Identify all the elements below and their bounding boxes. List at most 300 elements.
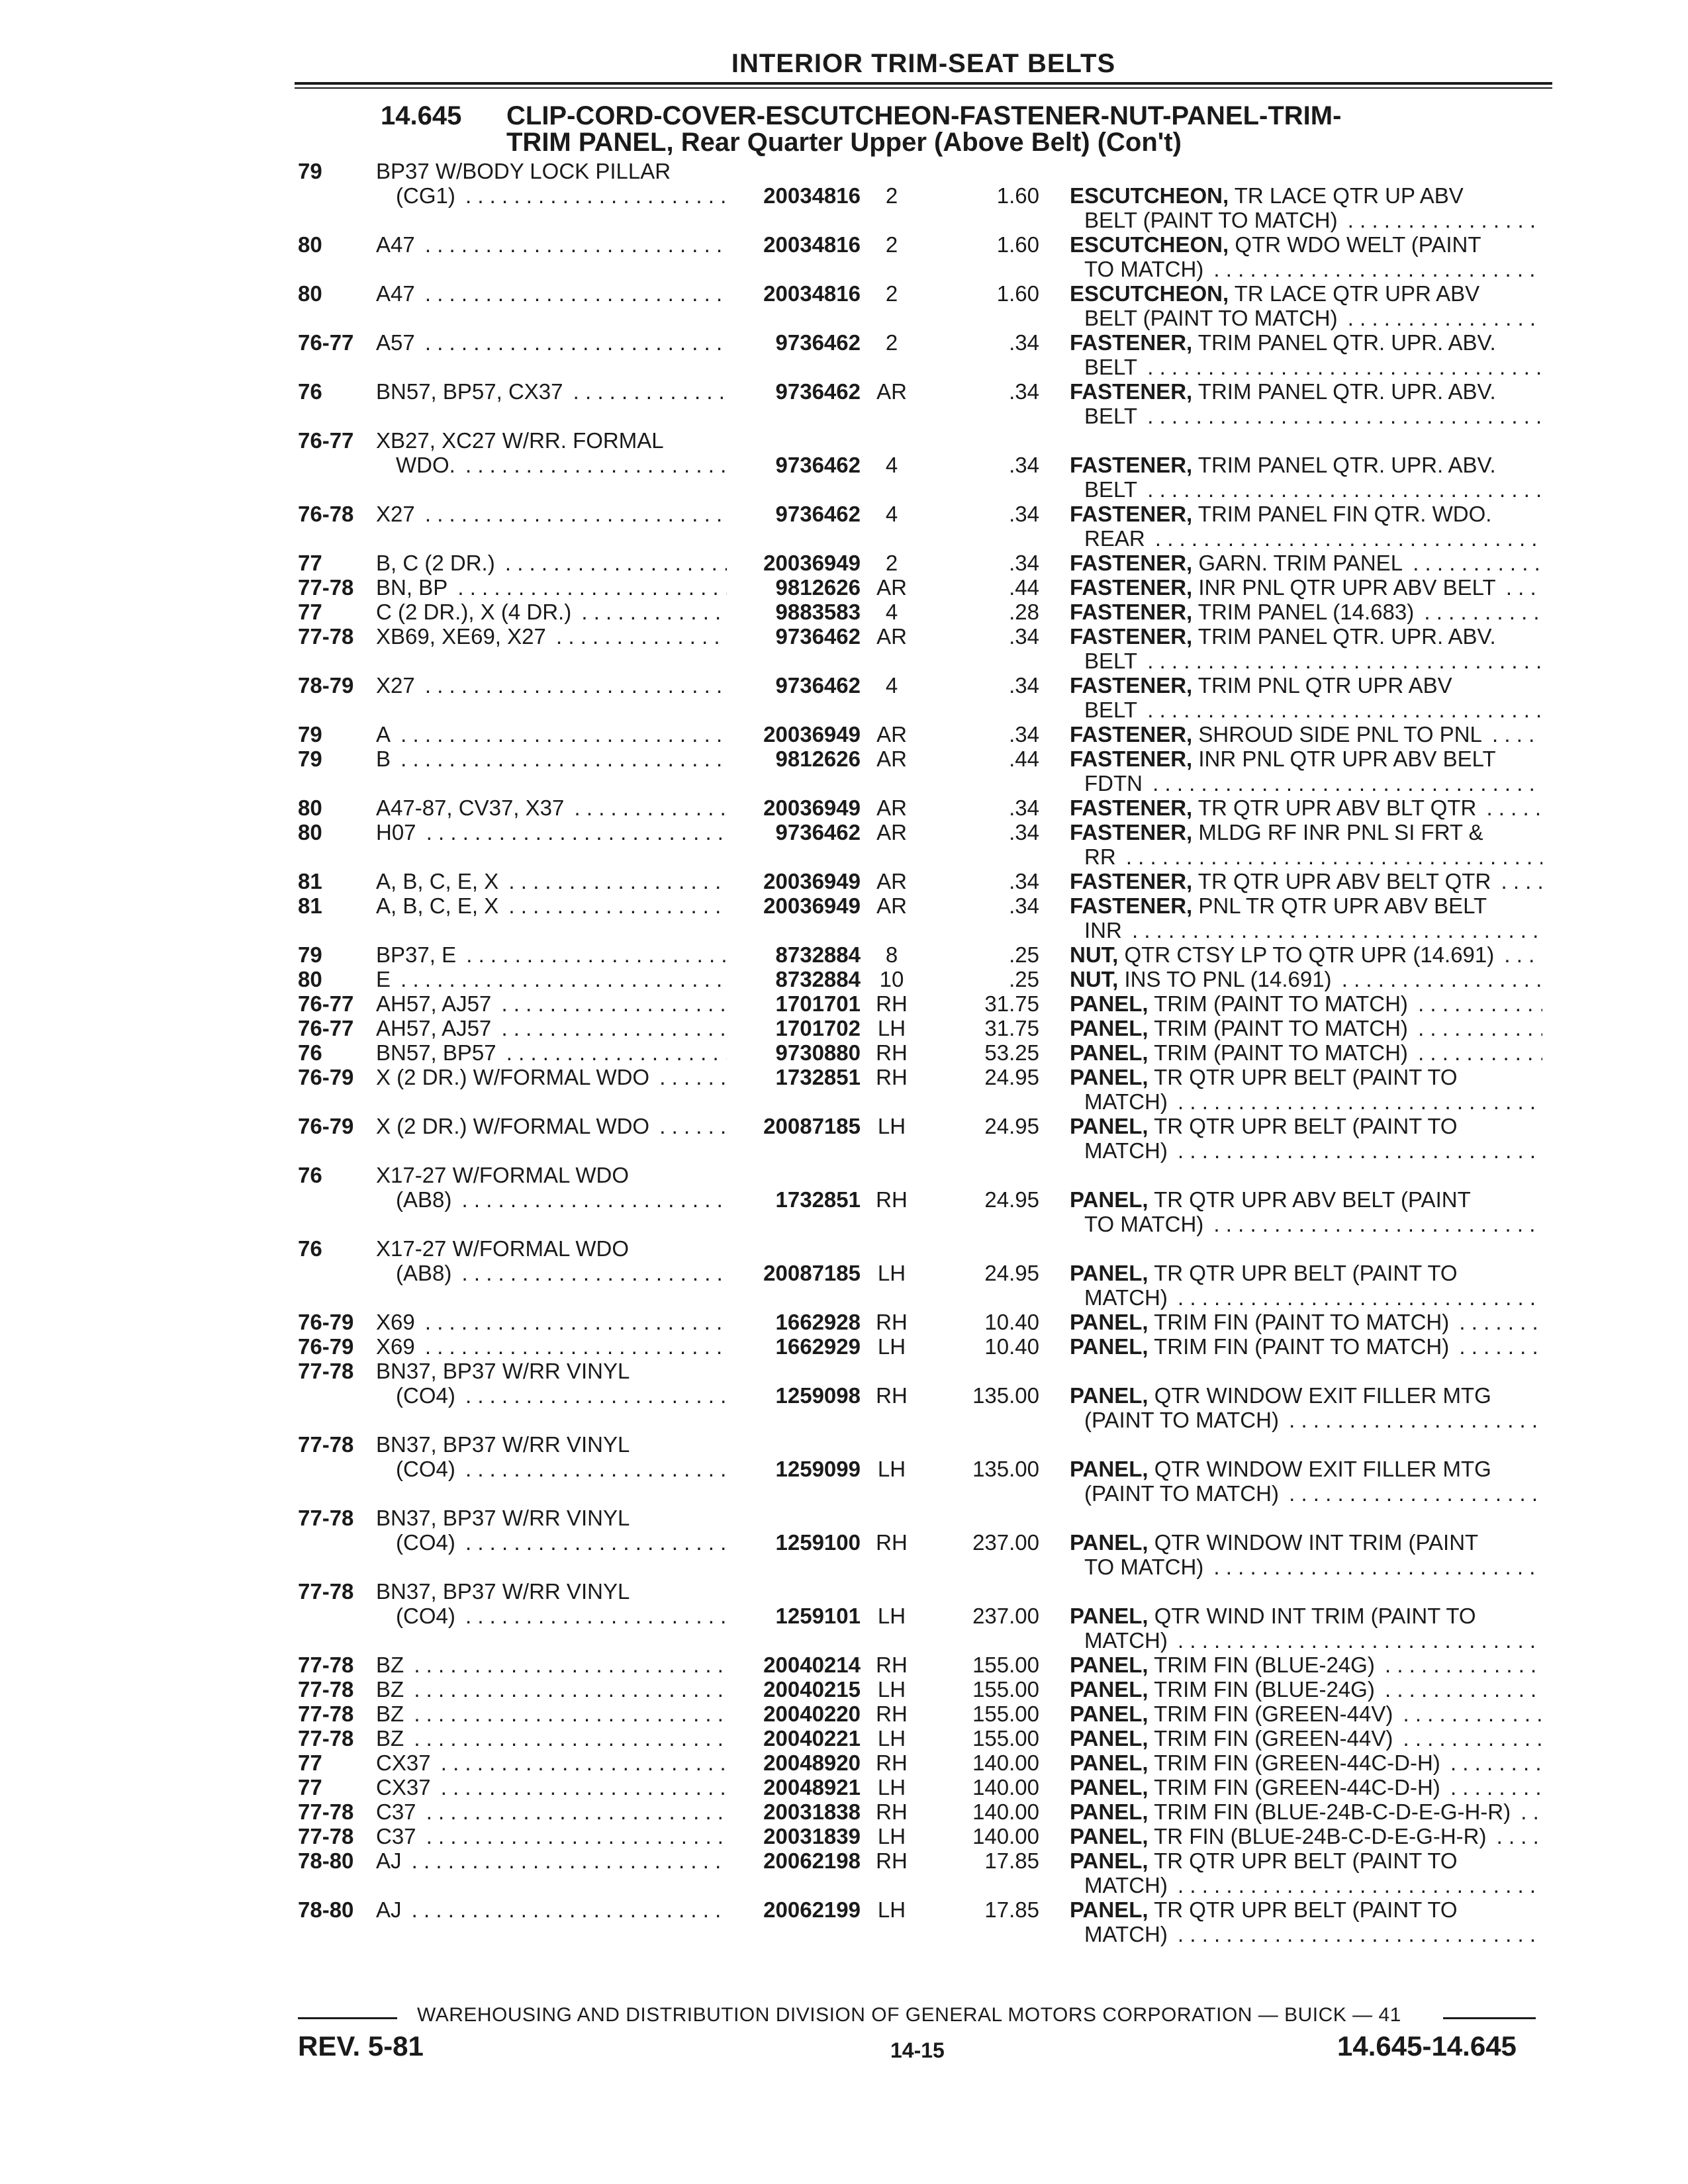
model-text: WDO. bbox=[396, 453, 459, 477]
leader-dots bbox=[1480, 796, 1542, 820]
row-part-number: 1732851 bbox=[775, 1187, 861, 1212]
description-keyword: FASTENER, bbox=[1070, 673, 1193, 698]
row-model bbox=[376, 1432, 727, 1481]
row-price: .34 bbox=[1009, 869, 1039, 893]
model-line bbox=[376, 502, 727, 526]
row-part-number: 20031838 bbox=[763, 1799, 861, 1824]
model-line bbox=[376, 1432, 727, 1457]
description-detail: TR QTR UPR BELT (PAINT TO bbox=[1154, 1848, 1458, 1873]
description-detail: TRIM (PAINT TO MATCH) bbox=[1154, 1016, 1408, 1040]
description-detail: TRIM (PAINT TO MATCH) bbox=[1154, 991, 1408, 1016]
row-part-number: 20036949 bbox=[763, 722, 861, 747]
table-row bbox=[0, 1163, 1688, 1236]
row-description bbox=[1070, 1530, 1542, 1579]
page-header-title: INTERIOR TRIM-SEAT BELTS bbox=[731, 49, 1116, 78]
description-detail: QTR WINDOW EXIT FILLER MTG bbox=[1154, 1457, 1491, 1481]
section-title-line2: TRIM PANEL, Rear Quarter Upper (Above Belt) (Con't) bbox=[506, 128, 1182, 157]
description-keyword: ESCUTCHEON, bbox=[1070, 183, 1229, 208]
table-row bbox=[0, 991, 1688, 1016]
description-line bbox=[1070, 1310, 1542, 1334]
table-row bbox=[0, 575, 1688, 600]
model-line bbox=[376, 1187, 727, 1212]
row-part-number: 20087185 bbox=[763, 1114, 861, 1138]
description-line bbox=[1070, 1114, 1542, 1138]
row-quantity: LH bbox=[877, 1604, 906, 1628]
description-text bbox=[1084, 1408, 1283, 1432]
description-keyword: PANEL, bbox=[1070, 1016, 1149, 1040]
row-quantity: 8 bbox=[885, 942, 898, 967]
model-text: A bbox=[376, 722, 395, 747]
leader-dots bbox=[459, 1530, 727, 1555]
description-keyword: PANEL, bbox=[1070, 1702, 1149, 1726]
row-price: 53.25 bbox=[984, 1040, 1039, 1065]
row-quantity: LH bbox=[877, 1897, 906, 1922]
row-description bbox=[1070, 281, 1542, 330]
model-text: C (2 DR.), X (4 DR.) bbox=[376, 600, 575, 624]
section-heading bbox=[381, 103, 1341, 156]
model-text: X17-27 W/FORMAL WDO bbox=[376, 1163, 633, 1187]
model-line bbox=[376, 1702, 727, 1726]
row-year: 78-80 bbox=[298, 1848, 354, 1873]
description-line bbox=[1070, 1089, 1542, 1114]
table-row bbox=[0, 1579, 1688, 1653]
row-part-number: 9736462 bbox=[775, 820, 861, 844]
row-year: 77-78 bbox=[298, 1799, 354, 1824]
row-price: .34 bbox=[1009, 820, 1039, 844]
row-part-number: 20036949 bbox=[763, 893, 861, 918]
description-detail: TRIM FIN (PAINT TO MATCH) bbox=[1154, 1334, 1450, 1359]
description-keyword: NUT, bbox=[1070, 942, 1119, 967]
model-line bbox=[376, 232, 727, 257]
row-model bbox=[376, 1799, 727, 1824]
row-description bbox=[1070, 232, 1542, 281]
row-part-number: 20062199 bbox=[763, 1897, 861, 1922]
description-text bbox=[1070, 281, 1483, 306]
description-keyword: FASTENER, bbox=[1070, 869, 1193, 893]
model-text: A57 bbox=[376, 330, 419, 355]
leader-dots bbox=[1397, 1702, 1542, 1726]
row-year: 76 bbox=[298, 1236, 322, 1261]
description-line bbox=[1070, 771, 1542, 796]
row-quantity: AR bbox=[876, 747, 907, 771]
leader-dots bbox=[1407, 551, 1542, 575]
description-text bbox=[1070, 183, 1468, 208]
description-keyword: FASTENER, bbox=[1070, 379, 1193, 404]
model-text: CX37 bbox=[376, 1775, 435, 1799]
row-price: 135.00 bbox=[972, 1457, 1039, 1481]
row-price: 10.40 bbox=[984, 1334, 1039, 1359]
description-line bbox=[1070, 1751, 1542, 1775]
section-title-line1: CLIP-CORD-COVER-ESCUTCHEON-FASTENER-NUT-PANEL-TRIM- bbox=[506, 101, 1342, 130]
description-text bbox=[1070, 330, 1500, 355]
description-keyword: ESCUTCHEON, bbox=[1070, 281, 1229, 306]
model-text: X69 bbox=[376, 1310, 419, 1334]
model-line bbox=[376, 624, 727, 649]
row-price: .44 bbox=[1009, 747, 1039, 771]
table-row bbox=[0, 1848, 1688, 1897]
description-text bbox=[1084, 1212, 1207, 1236]
header-rule bbox=[295, 82, 1552, 85]
description-detail: MATCH) bbox=[1084, 1285, 1168, 1310]
description-text bbox=[1084, 404, 1141, 428]
row-description bbox=[1070, 991, 1542, 1016]
table-row bbox=[0, 232, 1688, 281]
description-keyword: PANEL, bbox=[1070, 1677, 1149, 1702]
leader-dots bbox=[419, 673, 727, 698]
leader-dots bbox=[1397, 1726, 1542, 1751]
model-line bbox=[376, 1457, 727, 1481]
description-line bbox=[1070, 330, 1542, 355]
model-text: A, B, C, E, X bbox=[376, 869, 502, 893]
row-quantity: 2 bbox=[885, 330, 898, 355]
row-year: 77 bbox=[298, 551, 322, 575]
model-line bbox=[376, 1799, 727, 1824]
model-text: C37 bbox=[376, 1824, 420, 1848]
leader-dots bbox=[459, 1457, 727, 1481]
row-quantity: LH bbox=[877, 1824, 906, 1848]
row-price: .34 bbox=[1009, 551, 1039, 575]
row-description bbox=[1070, 1702, 1542, 1726]
model-text: (CO4) bbox=[396, 1383, 459, 1408]
table-row bbox=[0, 1506, 1688, 1579]
row-price: 155.00 bbox=[972, 1653, 1039, 1677]
row-description bbox=[1070, 869, 1542, 893]
row-model bbox=[376, 1702, 727, 1726]
description-line bbox=[1070, 1873, 1542, 1897]
row-part-number: 1732851 bbox=[775, 1065, 861, 1089]
table-row bbox=[0, 330, 1688, 379]
description-detail: TR QTR UPR ABV BELT (PAINT bbox=[1154, 1187, 1471, 1212]
description-detail: TO MATCH) bbox=[1084, 1212, 1204, 1236]
leader-dots bbox=[419, 1334, 727, 1359]
leader-dots bbox=[1141, 698, 1542, 722]
row-quantity: RH bbox=[876, 1065, 908, 1089]
model-text: (CO4) bbox=[396, 1530, 459, 1555]
model-text: XB69, XE69, X27 bbox=[376, 624, 550, 649]
description-detail: RR bbox=[1084, 844, 1116, 869]
row-part-number: 1662928 bbox=[775, 1310, 861, 1334]
description-text bbox=[1070, 991, 1412, 1016]
table-row bbox=[0, 600, 1688, 624]
description-detail: TRIM FIN (GREEN-44C-D-H) bbox=[1154, 1751, 1440, 1775]
row-price: .34 bbox=[1009, 453, 1039, 477]
model-text: (AB8) bbox=[396, 1261, 455, 1285]
description-keyword: FASTENER, bbox=[1070, 502, 1193, 526]
description-detail: BELT (PAINT TO MATCH) bbox=[1084, 306, 1338, 330]
row-model bbox=[376, 942, 727, 967]
description-text bbox=[1070, 1799, 1515, 1824]
row-part-number: 20034816 bbox=[763, 281, 861, 306]
row-part-number: 9812626 bbox=[775, 575, 861, 600]
model-line bbox=[376, 869, 727, 893]
description-text bbox=[1070, 1187, 1475, 1212]
description-text bbox=[1070, 453, 1500, 477]
leader-dots bbox=[502, 869, 727, 893]
row-quantity: AR bbox=[876, 820, 907, 844]
row-year: 77-78 bbox=[298, 575, 354, 600]
description-detail: INR PNL QTR UPR ABV BELT bbox=[1198, 575, 1496, 600]
description-keyword: FASTENER, bbox=[1070, 893, 1193, 918]
row-description bbox=[1070, 1897, 1542, 1946]
model-line bbox=[376, 1114, 727, 1138]
row-part-number: 20062198 bbox=[763, 1848, 861, 1873]
model-line bbox=[376, 1653, 727, 1677]
description-line bbox=[1070, 453, 1542, 477]
description-text bbox=[1070, 551, 1407, 575]
leader-dots bbox=[550, 624, 727, 649]
row-description bbox=[1070, 600, 1542, 624]
table-row bbox=[0, 796, 1688, 820]
row-part-number: 9736462 bbox=[775, 330, 861, 355]
description-text bbox=[1070, 575, 1500, 600]
description-line bbox=[1070, 1457, 1542, 1481]
row-description bbox=[1070, 1065, 1542, 1114]
leader-dots bbox=[500, 1040, 727, 1065]
model-line bbox=[376, 1824, 727, 1848]
leader-dots bbox=[1500, 575, 1542, 600]
description-line bbox=[1070, 551, 1542, 575]
model-line bbox=[376, 1530, 727, 1555]
leader-dots bbox=[1490, 1824, 1542, 1848]
description-text bbox=[1070, 1310, 1453, 1334]
description-text bbox=[1070, 1016, 1412, 1040]
model-text: XB27, XC27 W/RR. FORMAL bbox=[376, 428, 668, 453]
leader-dots bbox=[1141, 355, 1542, 379]
row-price: 17.85 bbox=[984, 1897, 1039, 1922]
description-keyword: PANEL, bbox=[1070, 1751, 1149, 1775]
table-row bbox=[0, 893, 1688, 942]
description-line bbox=[1070, 820, 1542, 844]
row-price: .34 bbox=[1009, 502, 1039, 526]
row-part-number: 20040221 bbox=[763, 1726, 861, 1751]
model-text: A47 bbox=[376, 232, 419, 257]
row-model bbox=[376, 869, 727, 893]
description-keyword: FASTENER, bbox=[1070, 575, 1193, 600]
description-detail: TRIM FIN (GREEN-44C-D-H) bbox=[1154, 1775, 1440, 1799]
leader-dots bbox=[451, 575, 727, 600]
description-line bbox=[1070, 1702, 1542, 1726]
leader-dots bbox=[1141, 404, 1542, 428]
description-line bbox=[1070, 624, 1542, 649]
description-text bbox=[1084, 918, 1126, 942]
row-quantity: LH bbox=[877, 1726, 906, 1751]
description-line bbox=[1070, 1848, 1542, 1873]
leader-dots bbox=[419, 502, 727, 526]
model-text: X27 bbox=[376, 673, 419, 698]
leader-dots bbox=[1418, 600, 1542, 624]
description-line bbox=[1070, 1383, 1542, 1408]
leader-dots bbox=[575, 600, 727, 624]
row-quantity: LH bbox=[877, 1457, 906, 1481]
description-detail: MATCH) bbox=[1084, 1138, 1168, 1163]
description-detail: BELT bbox=[1084, 477, 1138, 502]
model-line bbox=[376, 673, 727, 698]
row-year: 76 bbox=[298, 379, 322, 404]
description-line bbox=[1070, 1138, 1542, 1163]
row-part-number: 1701701 bbox=[775, 991, 861, 1016]
description-line bbox=[1070, 1481, 1542, 1506]
row-model bbox=[376, 967, 727, 991]
table-row bbox=[0, 1334, 1688, 1359]
table-row bbox=[0, 1824, 1688, 1848]
description-detail: TR FIN (BLUE-24B-C-D-E-G-H-R) bbox=[1154, 1824, 1487, 1848]
table-row bbox=[0, 1702, 1688, 1726]
description-detail: TRIM (PAINT TO MATCH) bbox=[1154, 1040, 1408, 1065]
row-price: 24.95 bbox=[984, 1065, 1039, 1089]
row-price: 31.75 bbox=[984, 991, 1039, 1016]
description-keyword: PANEL, bbox=[1070, 1457, 1149, 1481]
description-detail: BELT bbox=[1084, 649, 1138, 673]
row-description bbox=[1070, 624, 1542, 673]
row-quantity: 10 bbox=[879, 967, 904, 991]
row-description bbox=[1070, 1114, 1542, 1163]
table-row bbox=[0, 747, 1688, 796]
row-quantity: RH bbox=[876, 1653, 908, 1677]
row-year: 80 bbox=[298, 796, 322, 820]
description-line bbox=[1070, 1897, 1542, 1922]
description-text bbox=[1084, 1285, 1172, 1310]
row-year: 76-79 bbox=[298, 1334, 354, 1359]
description-detail: TR QTR UPR ABV BELT QTR bbox=[1197, 869, 1491, 893]
row-price: .28 bbox=[1009, 600, 1039, 624]
table-row bbox=[0, 1310, 1688, 1334]
description-detail: TRIM FIN (BLUE-24G) bbox=[1154, 1653, 1375, 1677]
leader-dots bbox=[567, 379, 727, 404]
description-line bbox=[1070, 1285, 1542, 1310]
leader-dots bbox=[1336, 967, 1542, 991]
row-description bbox=[1070, 1653, 1542, 1677]
model-text: AH57, AJ57 bbox=[376, 1016, 495, 1040]
row-year: 77-78 bbox=[298, 1579, 354, 1604]
row-part-number: 8732884 bbox=[775, 967, 861, 991]
model-text: H07 bbox=[376, 820, 420, 844]
row-price: 237.00 bbox=[972, 1530, 1039, 1555]
row-price: 237.00 bbox=[972, 1604, 1039, 1628]
description-line bbox=[1070, 1065, 1542, 1089]
row-part-number: 20036949 bbox=[763, 869, 861, 893]
leader-dots bbox=[435, 1775, 727, 1799]
model-text: B bbox=[376, 747, 395, 771]
leader-dots bbox=[459, 453, 727, 477]
leader-dots bbox=[1207, 1212, 1542, 1236]
row-year: 77 bbox=[298, 1775, 322, 1799]
row-model bbox=[376, 600, 727, 624]
row-description bbox=[1070, 1726, 1542, 1751]
description-text bbox=[1070, 379, 1500, 404]
leader-dots bbox=[1207, 1555, 1542, 1579]
row-description bbox=[1070, 1848, 1542, 1897]
row-price: .25 bbox=[1009, 942, 1039, 967]
row-description bbox=[1070, 1824, 1542, 1848]
description-detail: TRIM FIN (GREEN-44V) bbox=[1154, 1702, 1393, 1726]
description-text bbox=[1070, 1383, 1495, 1408]
row-quantity: RH bbox=[876, 1751, 908, 1775]
row-quantity: AR bbox=[876, 893, 907, 918]
row-model bbox=[376, 1848, 727, 1873]
description-detail: TR QTR UPR BELT (PAINT TO bbox=[1154, 1114, 1458, 1138]
leader-dots bbox=[495, 991, 727, 1016]
description-line bbox=[1070, 404, 1542, 428]
description-detail: MLDG RF INR PNL SI FRT & bbox=[1198, 820, 1483, 844]
table-row bbox=[0, 1016, 1688, 1040]
row-description bbox=[1070, 551, 1542, 575]
row-year: 80 bbox=[298, 967, 322, 991]
row-part-number: 20036949 bbox=[763, 551, 861, 575]
table-row bbox=[0, 1432, 1688, 1506]
leader-dots bbox=[1172, 1285, 1542, 1310]
leader-dots bbox=[419, 232, 727, 257]
model-line bbox=[376, 722, 727, 747]
row-part-number: 1662929 bbox=[775, 1334, 861, 1359]
description-keyword: PANEL, bbox=[1070, 991, 1149, 1016]
description-detail: TRIM PNL QTR UPR ABV bbox=[1197, 673, 1452, 698]
row-model bbox=[376, 747, 727, 771]
row-price: .34 bbox=[1009, 379, 1039, 404]
description-text bbox=[1084, 1628, 1172, 1653]
description-keyword: PANEL, bbox=[1070, 1383, 1149, 1408]
leader-dots bbox=[459, 1383, 727, 1408]
model-text: A47-87, CV37, X37 bbox=[376, 796, 568, 820]
row-price: 24.95 bbox=[984, 1187, 1039, 1212]
model-line bbox=[376, 1236, 727, 1261]
model-line bbox=[376, 159, 727, 183]
row-quantity: 4 bbox=[885, 673, 898, 698]
description-line bbox=[1070, 575, 1542, 600]
description-detail: TR LACE QTR UPR ABV bbox=[1234, 281, 1480, 306]
description-text bbox=[1070, 1726, 1397, 1751]
leader-dots bbox=[1515, 1799, 1542, 1824]
row-part-number: 8732884 bbox=[775, 942, 861, 967]
description-text bbox=[1070, 967, 1336, 991]
leader-dots bbox=[1453, 1334, 1542, 1359]
row-model bbox=[376, 428, 727, 477]
model-text: BN57, BP57, CX37 bbox=[376, 379, 567, 404]
description-keyword: PANEL, bbox=[1070, 1334, 1149, 1359]
table-row bbox=[0, 869, 1688, 893]
leader-dots bbox=[408, 1653, 727, 1677]
row-description bbox=[1070, 502, 1542, 551]
row-part-number: 20034816 bbox=[763, 232, 861, 257]
description-keyword: FASTENER, bbox=[1070, 820, 1193, 844]
description-text bbox=[1070, 1040, 1412, 1065]
model-line bbox=[376, 1897, 727, 1922]
leader-dots bbox=[568, 796, 727, 820]
description-detail: BELT bbox=[1084, 404, 1138, 428]
description-detail: TRIM PANEL QTR. UPR. ABV. bbox=[1197, 453, 1496, 477]
leader-dots bbox=[1172, 1628, 1542, 1653]
table-row bbox=[0, 1799, 1688, 1824]
row-year: 77-78 bbox=[298, 1824, 354, 1848]
description-text bbox=[1084, 1138, 1172, 1163]
row-model bbox=[376, 893, 727, 918]
description-text bbox=[1070, 1334, 1453, 1359]
leader-dots bbox=[1412, 1016, 1542, 1040]
table-row bbox=[0, 967, 1688, 991]
leader-dots bbox=[495, 1016, 727, 1040]
row-description bbox=[1070, 1261, 1542, 1310]
description-detail: TRIM PANEL QTR. UPR. ABV. bbox=[1197, 330, 1496, 355]
leader-dots bbox=[499, 551, 727, 575]
model-text: A, B, C, E, X bbox=[376, 893, 502, 918]
model-text: C37 bbox=[376, 1799, 420, 1824]
table-row bbox=[0, 942, 1688, 967]
row-year: 76-77 bbox=[298, 991, 354, 1016]
description-detail: INR PNL QTR UPR ABV BELT bbox=[1198, 747, 1496, 771]
table-row bbox=[0, 281, 1688, 330]
description-text bbox=[1084, 1089, 1172, 1114]
row-description bbox=[1070, 967, 1542, 991]
row-model bbox=[376, 1016, 727, 1040]
